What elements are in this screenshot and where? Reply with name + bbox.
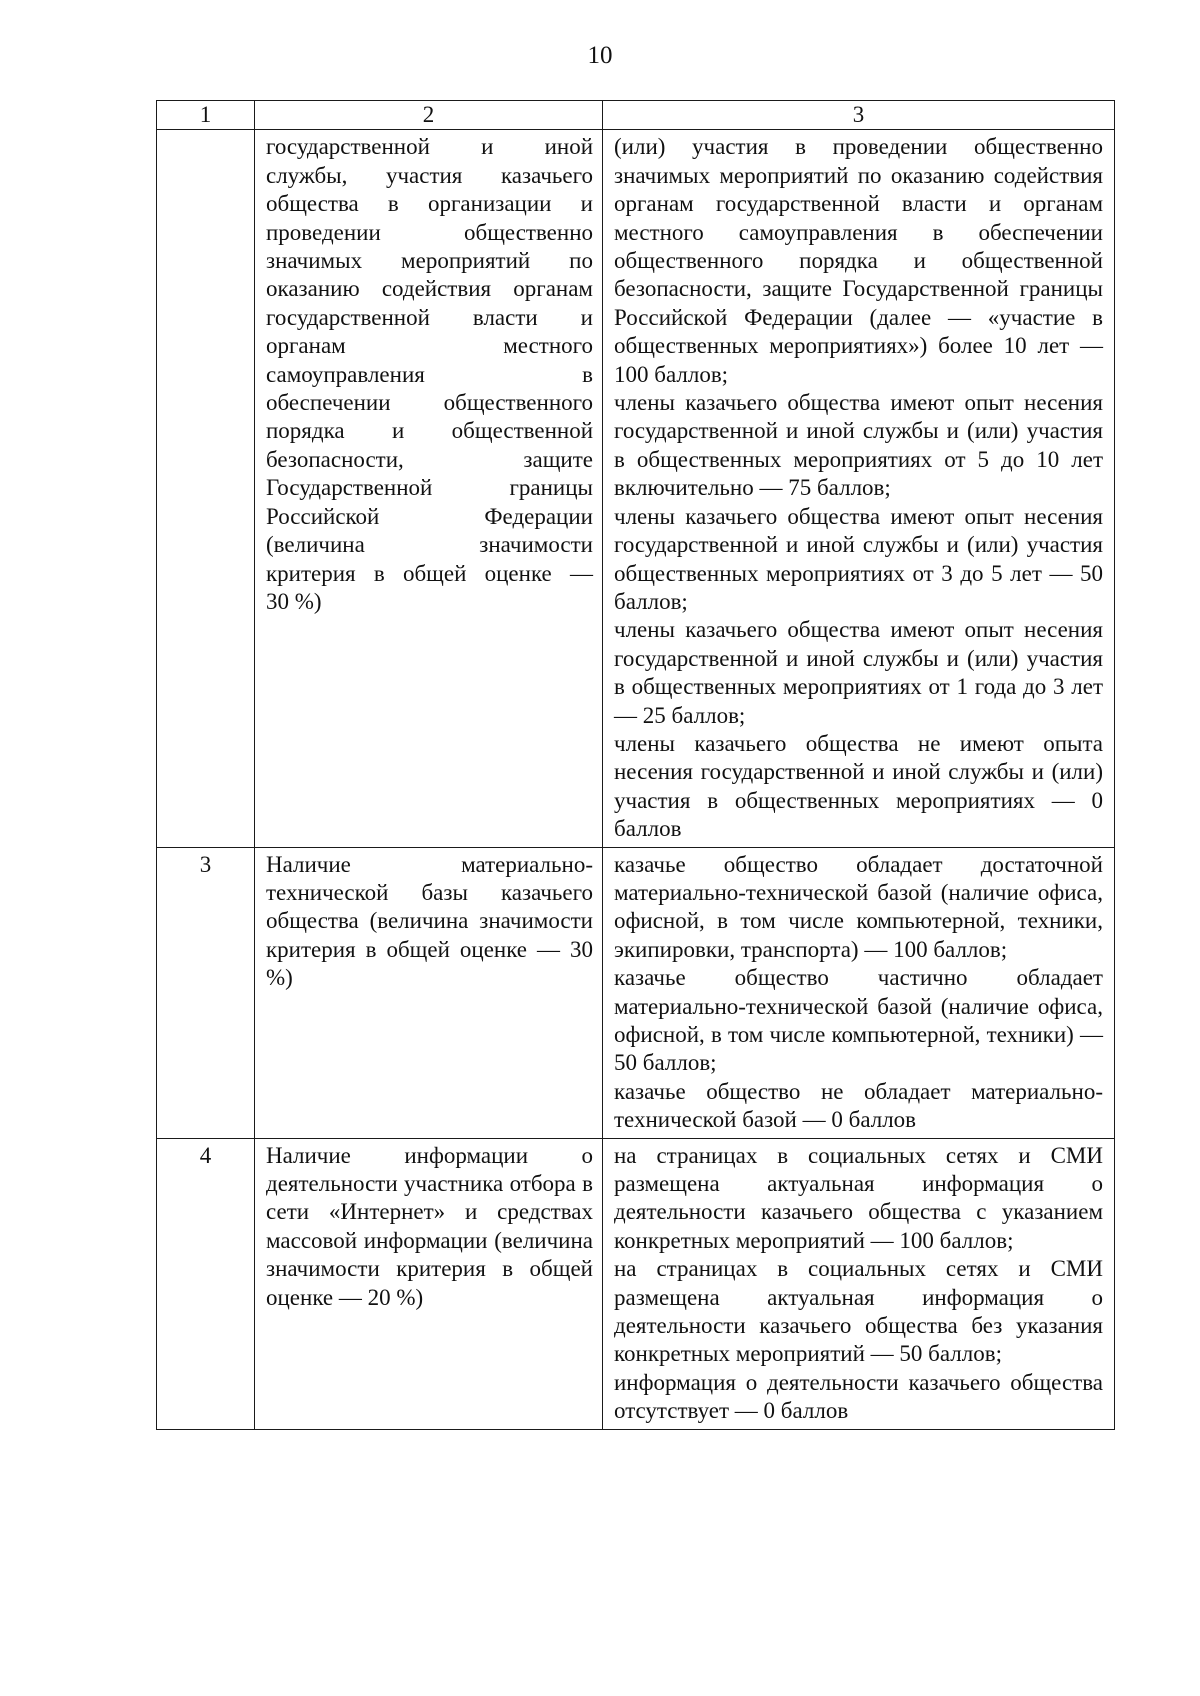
score-item: (или) участия в проведении общественно значимых мероприятий по оказанию содействия органам государственной власти и органам местного самоуправления в обеспечении общественного порядка и общественной безопасности, защите Государственной границы Российской Федерации (далее — «участие в общественных мероприятиях») более 10 лет — 100 баллов; bbox=[614, 134, 1103, 387]
column-header-2: 2 bbox=[255, 101, 603, 130]
score-item: члены казачьего общества имеют опыт несения государственной и иной службы и (или) участия общественных мероприятиях от 3 до 5 лет — 50 баллов; bbox=[614, 503, 1103, 614]
criterion-cell bbox=[255, 130, 603, 847]
page-number: 10 bbox=[587, 42, 613, 69]
criterion-line: службы, участия казачьего bbox=[266, 162, 593, 188]
criterion-line: значимых мероприятий по bbox=[266, 248, 593, 274]
scores-cell bbox=[603, 1138, 1115, 1429]
score-item: члены казачьего общества имеют опыт несения государственной и иной службы и (или) участия в общественных мероприятиях от 5 до 10 лет включительно — 75 баллов; bbox=[614, 390, 1103, 501]
scores-cell bbox=[603, 130, 1115, 847]
criterion-line: (величина значимости bbox=[266, 532, 593, 558]
criterion-line: общества в организации и bbox=[266, 191, 593, 217]
row-number: 3 bbox=[157, 847, 255, 1138]
criterion-line: Государственной границы bbox=[266, 475, 593, 501]
score-item: информация о деятельности казачьего общества отсутствует — 0 баллов bbox=[614, 1369, 1103, 1424]
score-item: члены казачьего общества не имеют опыта несения государственной и иной службы и (или) участия в общественных мероприятиях — 0 баллов bbox=[614, 730, 1103, 842]
score-item: на страницах в социальных сетях и СМИ размещена актуальная информация о деятельности казачьего общества без указания конкретных мероприятий — 50 баллов; bbox=[614, 1256, 1103, 1367]
criteria-table bbox=[156, 100, 1115, 1430]
table-body bbox=[157, 130, 1115, 1429]
criterion-line: Российской Федерации bbox=[266, 503, 593, 529]
criterion-cell: Наличие материально-технической базы казачьего общества (величина значимости критерия в общей оценке — 30 %) bbox=[255, 847, 603, 1138]
score-item: казачье общество частично обладает материально-технической базой (наличие офиса, офисной, в том числе компьютерной, техники) — 50 баллов; bbox=[614, 965, 1103, 1076]
score-item: члены казачьего общества имеют опыт несения государственной и иной службы и (или) участия в общественных мероприятиях от 1 года до 3 лет — 25 баллов; bbox=[614, 617, 1103, 728]
criterion-line: государственной и иной bbox=[266, 134, 593, 160]
table-row bbox=[157, 130, 1115, 847]
criterion-line: порядка и общественной bbox=[266, 418, 593, 444]
table-row bbox=[157, 1138, 1115, 1429]
score-item: на страницах в социальных сетях и СМИ размещена актуальная информация о деятельности казачьего общества с указанием конкретных мероприятий — 100 баллов; bbox=[614, 1142, 1103, 1253]
criterion-line: государственной власти и bbox=[266, 304, 593, 330]
criterion-line: проведении общественно bbox=[266, 219, 593, 245]
criterion-line: безопасности, защите bbox=[266, 446, 593, 472]
scores-cell bbox=[603, 847, 1115, 1138]
table-header bbox=[157, 101, 1115, 130]
column-header-3: 3 bbox=[603, 101, 1115, 130]
criterion-line: самоуправления в bbox=[266, 361, 593, 387]
column-header-1: 1 bbox=[157, 101, 255, 130]
criterion-line: 30 %) bbox=[266, 588, 322, 614]
criterion-line: органам местного bbox=[266, 333, 593, 359]
table-row bbox=[157, 847, 1115, 1138]
header-row bbox=[157, 101, 1115, 130]
criterion-line: оказанию содействия органам bbox=[266, 276, 593, 302]
criterion-cell: Наличие информации о деятельности участника отбора в сети «Интернет» и средствах массовой информации (величина значимости критерия в общей оценке — 20 %) bbox=[255, 1138, 603, 1429]
criterion-line: критерия в общей оценке — bbox=[266, 560, 593, 586]
score-item: казачье общество обладает достаточной материально-технической базой (наличие офиса, офисной, в том числе компьютерной, техники, экипировки, транспорта) — 100 баллов; bbox=[614, 851, 1103, 962]
row-number bbox=[157, 130, 255, 847]
row-number: 4 bbox=[157, 1138, 255, 1429]
score-item: казачье общество не обладает материально-технической базой — 0 баллов bbox=[614, 1078, 1103, 1133]
criterion-line: обеспечении общественного bbox=[266, 390, 593, 416]
